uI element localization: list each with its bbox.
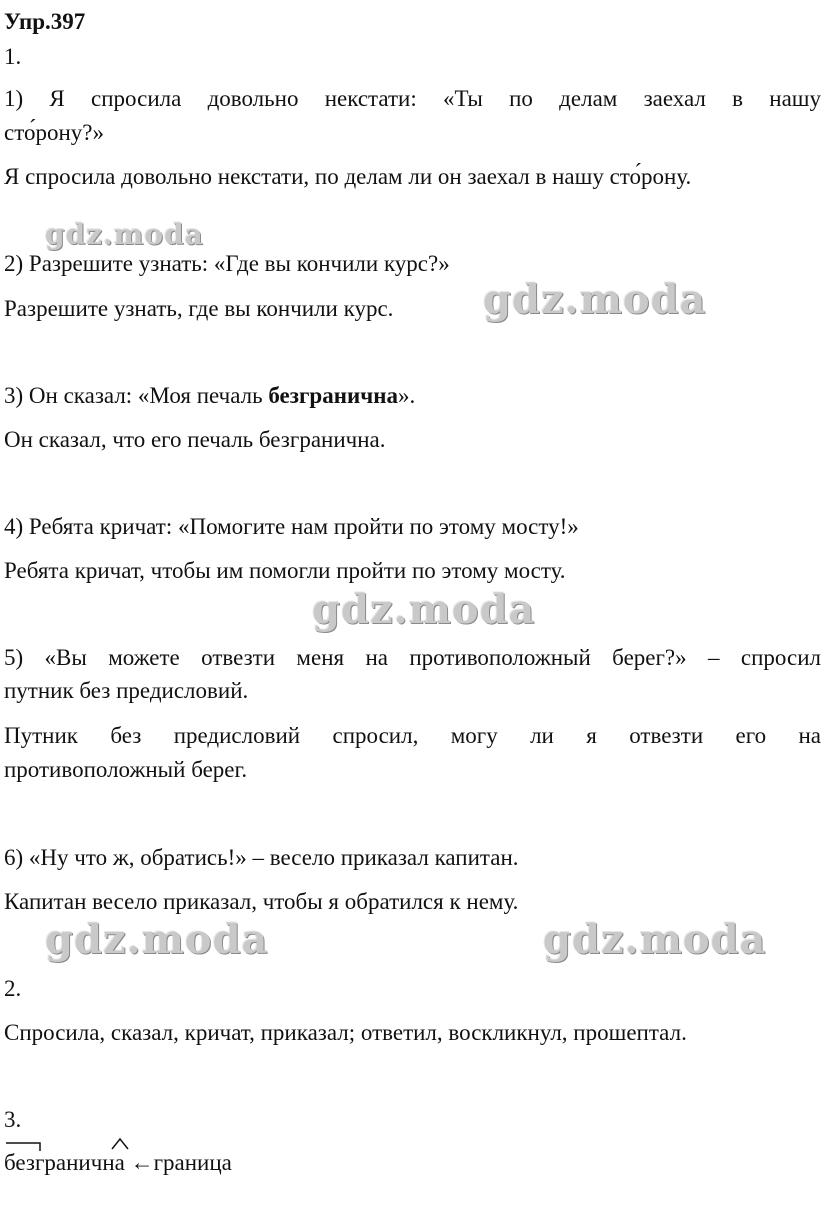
- suffix-mark: [112, 1139, 128, 1149]
- item5-direct-line1: 5) «Вы можете отвезти меня на противоположный берег?» – спросил: [4, 645, 821, 670]
- item1-direct-line2: сто́рону?»: [4, 120, 104, 145]
- morpheme-analysis: [4, 1147, 232, 1178]
- part1-number: 1.: [4, 44, 22, 69]
- item3-direct-pre: 3) Он сказал: «Моя печаль: [4, 383, 269, 408]
- item5-direct-line2: путник без предисловий.: [4, 678, 249, 703]
- derivation-arrow: ←: [130, 1150, 154, 1175]
- item5-indirect-line2: противоположный берег.: [4, 757, 248, 782]
- item6-direct: 6) «Ну что ж, обратись!» – весело приказал капитан.: [4, 845, 519, 870]
- item2-indirect: Разрешите узнать, где вы кончили курс.: [4, 296, 394, 321]
- watermark: gdz.moda: [483, 276, 707, 323]
- word-root: гранич: [34, 1150, 103, 1175]
- morpheme-marks: [4, 1137, 184, 1157]
- part2-number: 2.: [4, 976, 22, 1001]
- item3-indirect: Он сказал, что его печаль безгранична.: [4, 427, 386, 452]
- item1-indirect: Я спросила довольно некстати, по делам ли он заехал в нашу сто́рону.: [4, 164, 692, 189]
- part2-text: Спросила, сказал, кричат, приказал; ответил, воскликнул, прошептал.: [4, 1020, 687, 1045]
- item1-direct-line1: 1) Я спросила довольно некстати: «Ты по делам заехал в нашу: [4, 86, 821, 111]
- exercise-title: Упр.397: [4, 9, 86, 34]
- item3-direct-bold: безгранична: [268, 383, 398, 408]
- item3-direct-post: ».: [397, 383, 416, 408]
- item3-direct: [4, 380, 415, 411]
- item2-direct: 2) Разрешите узнать: «Где вы кончили курс?»: [4, 251, 450, 276]
- watermark: gdz.moda: [312, 586, 536, 633]
- prefix-mark: [6, 1143, 40, 1151]
- word-ending: а: [114, 1150, 125, 1175]
- item6-indirect: Капитан весело приказал, чтобы я обратился к нему.: [4, 889, 519, 914]
- watermark: gdz.moda: [45, 916, 269, 963]
- watermark: gdz.moda: [543, 916, 767, 963]
- watermark: gdz.moda: [45, 218, 204, 251]
- item4-indirect: Ребята кричат, чтобы им помогли пройти по этому мосту.: [4, 558, 566, 583]
- word-suffix: н: [102, 1150, 115, 1175]
- source-word: граница: [153, 1150, 232, 1175]
- item5-indirect-line1: Путник без предисловий спросил, могу ли я отвезти его на: [4, 723, 821, 748]
- item4-direct: 4) Ребята кричат: «Помогите нам пройти по этому мосту!»: [4, 514, 579, 539]
- part3-number: 3.: [4, 1107, 22, 1132]
- word-prefix: без: [4, 1150, 35, 1175]
